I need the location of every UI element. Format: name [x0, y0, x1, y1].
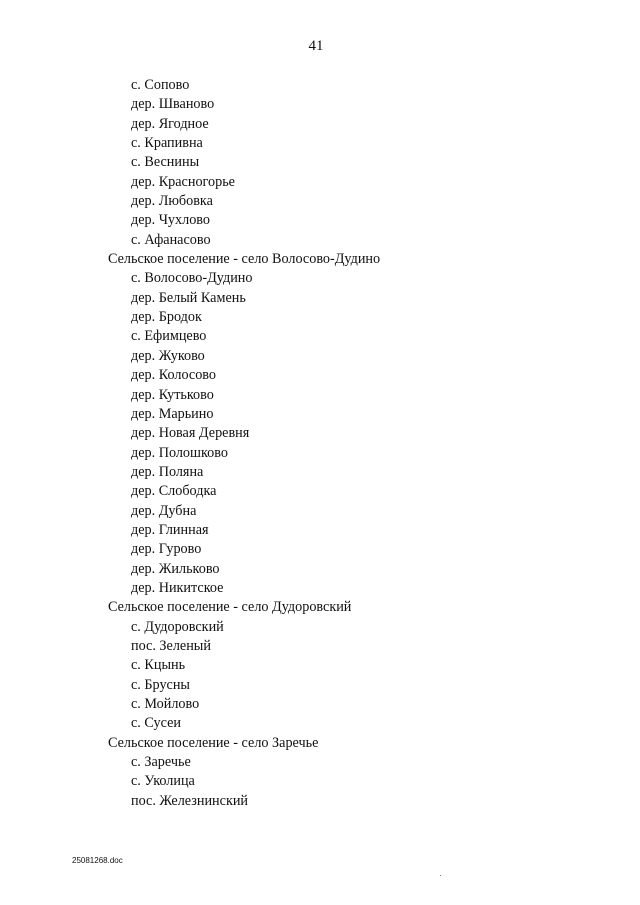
locality-item: дер. Полошково — [131, 444, 228, 461]
locality-item: с. Брусны — [131, 676, 190, 693]
locality-item: дер. Ягодное — [131, 115, 209, 132]
locality-item: дер. Гурово — [131, 541, 202, 558]
locality-item: пос. Зеленый — [131, 637, 211, 654]
settlement-heading: Сельское поселение - село Волосово-Дудино — [108, 251, 381, 268]
footer-filename: 25081268.doc — [72, 856, 123, 865]
locality-item: дер. Глинная — [131, 521, 209, 538]
locality-item: с. Уколица — [131, 773, 195, 790]
locality-item: дер. Дубна — [131, 502, 197, 519]
locality-item: с. Сусеи — [131, 715, 181, 732]
locality-item: дер. Чухлово — [131, 212, 210, 229]
locality-item: с. Крапивна — [131, 135, 203, 152]
locality-item: пос. Железнинский — [131, 792, 249, 809]
locality-item: с. Афанасово — [131, 231, 211, 248]
locality-item: дер. Кутьково — [131, 386, 214, 403]
locality-item: дер. Белый Камень — [131, 289, 246, 306]
footer-mark — [440, 875, 441, 876]
settlement-heading: Сельское поселение - село Дудоровский — [108, 599, 352, 616]
locality-item: дер. Колосово — [131, 367, 216, 384]
locality-item: дер. Поляна — [131, 463, 204, 480]
locality-item: дер. Новая Деревня — [131, 425, 250, 442]
locality-item: с. Заречье — [131, 754, 191, 771]
locality-item: с. Дудоровский — [131, 618, 224, 635]
locality-item: дер. Бродок — [131, 309, 202, 326]
locality-item: с. Кцынь — [131, 657, 186, 674]
locality-item: с. Сопово — [131, 77, 190, 93]
locality-item: дер. Марьино — [131, 405, 214, 422]
locality-item: дер. Красногорье — [131, 173, 235, 190]
locality-item: дер. Любовка — [131, 193, 213, 210]
locality-item: дер. Слободка — [131, 483, 217, 500]
locality-item: с. Мойлово — [131, 696, 200, 712]
locality-item: дер. Никитское — [131, 579, 224, 596]
locality-item: с. Волосово-Дудино — [131, 270, 253, 287]
locality-item: дер. Жуково — [131, 347, 205, 364]
locality-item: дер. Жильково — [131, 560, 220, 577]
locality-item: с. Веснины — [131, 154, 200, 171]
locality-item: с. Ефимцево — [131, 328, 207, 345]
page-number: 41 — [308, 38, 324, 54]
settlement-list — [0, 76, 640, 811]
locality-item: дер. Шваново — [131, 96, 215, 113]
settlement-heading: Сельское поселение - село Заречье — [108, 734, 319, 751]
